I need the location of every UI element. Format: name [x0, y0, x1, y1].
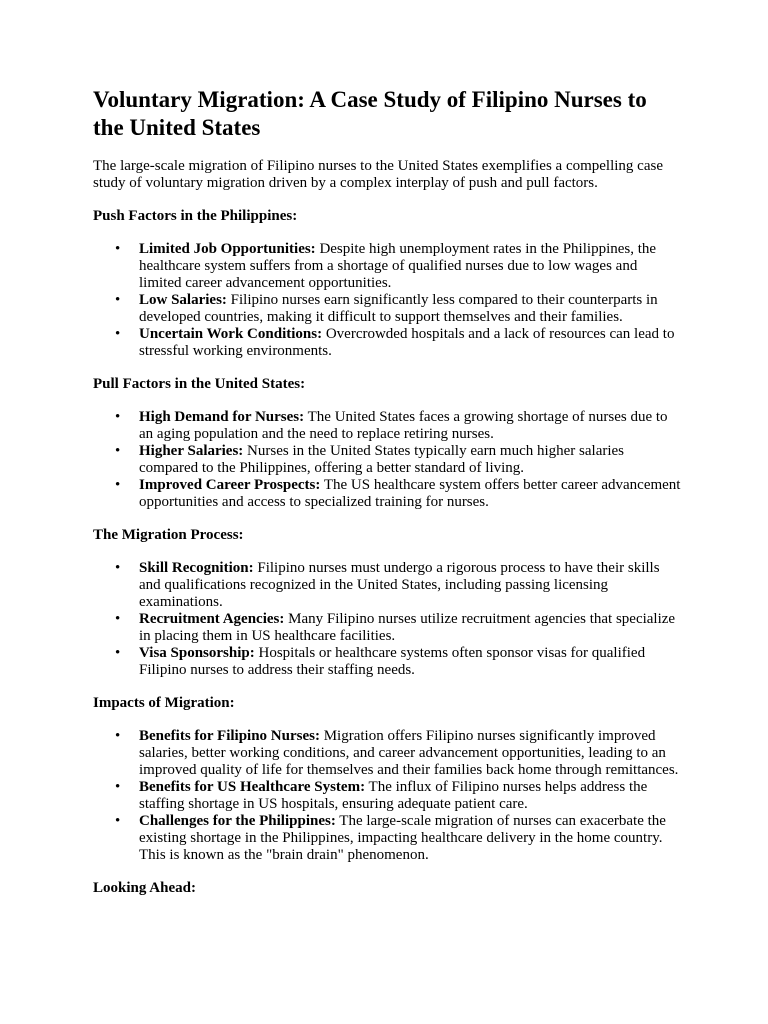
list-item-text: Nurses in the United States typically earn much higher salaries compared to the Philippines, offering a better standard of living. [139, 443, 625, 476]
list-item-text: The US healthcare system offers better career advancement opportunities and access to specialized training for nurses. [139, 477, 681, 510]
intro-paragraph: The large-scale migration of Filipino nurses to the United States exemplifies a compelling case study of voluntary migration driven by a complex interplay of push and pull factors. [93, 158, 663, 191]
section-heading-looking-ahead: Looking Ahead: [93, 880, 196, 896]
bullet-icon: • [115, 560, 121, 576]
list-item-term: Low Salaries: [139, 292, 227, 308]
list-item [93, 611, 683, 645]
section-heading-push-factors: Push Factors in the Philippines: [93, 208, 298, 224]
list-item-term: Limited Job Opportunities: [139, 241, 316, 257]
bullet-icon: • [115, 728, 121, 744]
list-item-term: Uncertain Work Conditions: [139, 326, 323, 342]
push-factors-list [93, 241, 683, 360]
list-item-term: High Demand for Nurses: [139, 409, 305, 425]
list-item-text: The influx of Filipino nurses helps address the staffing shortage in US hospitals, ensuring adequate patient care. [139, 779, 648, 812]
list-item [93, 477, 683, 511]
list-item [93, 409, 683, 443]
list-item-text: Despite high unemployment rates in the Philippines, the healthcare system suffers from a shortage of qualified nurses due to low wages and limited career advancement opportunities. [139, 241, 657, 291]
document-page [93, 86, 683, 913]
list-item-term: Benefits for US Healthcare System: [139, 779, 366, 795]
pull-factors-list [93, 409, 683, 511]
list-item [93, 241, 683, 292]
bullet-icon: • [115, 409, 121, 425]
bullet-icon: • [115, 241, 121, 257]
list-item-term: Higher Salaries: [139, 443, 244, 459]
list-item-term: Recruitment Agencies: [139, 611, 285, 627]
bullet-icon: • [115, 477, 121, 493]
list-item-text: Overcrowded hospitals and a lack of resources can lead to stressful working environments. [139, 326, 675, 359]
bullet-icon: • [115, 779, 121, 795]
list-item [93, 292, 683, 326]
bullet-icon: • [115, 645, 121, 661]
bullet-icon: • [115, 813, 121, 829]
list-item-text: Filipino nurses must undergo a rigorous process to have their skills and qualifications recognized in the United States, including passing licensing examinations. [139, 560, 660, 610]
impacts-list [93, 728, 683, 864]
section-heading-pull-factors: Pull Factors in the United States: [93, 376, 306, 392]
list-item [93, 326, 683, 360]
section-heading-migration-process: The Migration Process: [93, 527, 244, 543]
list-item-text: The large-scale migration of nurses can exacerbate the existing shortage in the Philippines, impacting healthcare delivery in the home country. This is known as the "brain drain" phenomenon. [139, 813, 666, 863]
bullet-icon: • [115, 443, 121, 459]
list-item [93, 443, 683, 477]
list-item-text: Migration offers Filipino nurses significantly improved salaries, better working conditions, and career advancement opportunities, leading to an improved quality of life for themselves and their families back home through remittances. [139, 728, 679, 778]
bullet-icon: • [115, 611, 121, 627]
list-item-term: Visa Sponsorship: [139, 645, 255, 661]
list-item [93, 779, 683, 813]
list-item [93, 560, 683, 611]
list-item-text: The United States faces a growing shortage of nurses due to an aging population and the need to replace retiring nurses. [139, 409, 668, 442]
document-title: Voluntary Migration: A Case Study of Filipino Nurses to the United States [93, 87, 647, 140]
migration-process-list [93, 560, 683, 679]
bullet-icon: • [115, 326, 121, 342]
list-item-text: Hospitals or healthcare systems often sponsor visas for qualified Filipino nurses to address their staffing needs. [139, 645, 646, 678]
section-heading-impacts: Impacts of Migration: [93, 695, 235, 711]
bullet-icon: • [115, 292, 121, 308]
list-item [93, 645, 683, 679]
list-item-term: Benefits for Filipino Nurses: [139, 728, 320, 744]
list-item [93, 728, 683, 779]
list-item [93, 813, 683, 864]
list-item-term: Improved Career Prospects: [139, 477, 321, 493]
list-item-term: Skill Recognition: [139, 560, 254, 576]
list-item-text: Filipino nurses earn significantly less compared to their counterparts in developed countries, making it difficult to support themselves and their families. [139, 292, 658, 325]
list-item-term: Challenges for the Philippines: [139, 813, 336, 829]
list-item-text: Many Filipino nurses utilize recruitment agencies that specialize in placing them in US healthcare facilities. [139, 611, 676, 644]
